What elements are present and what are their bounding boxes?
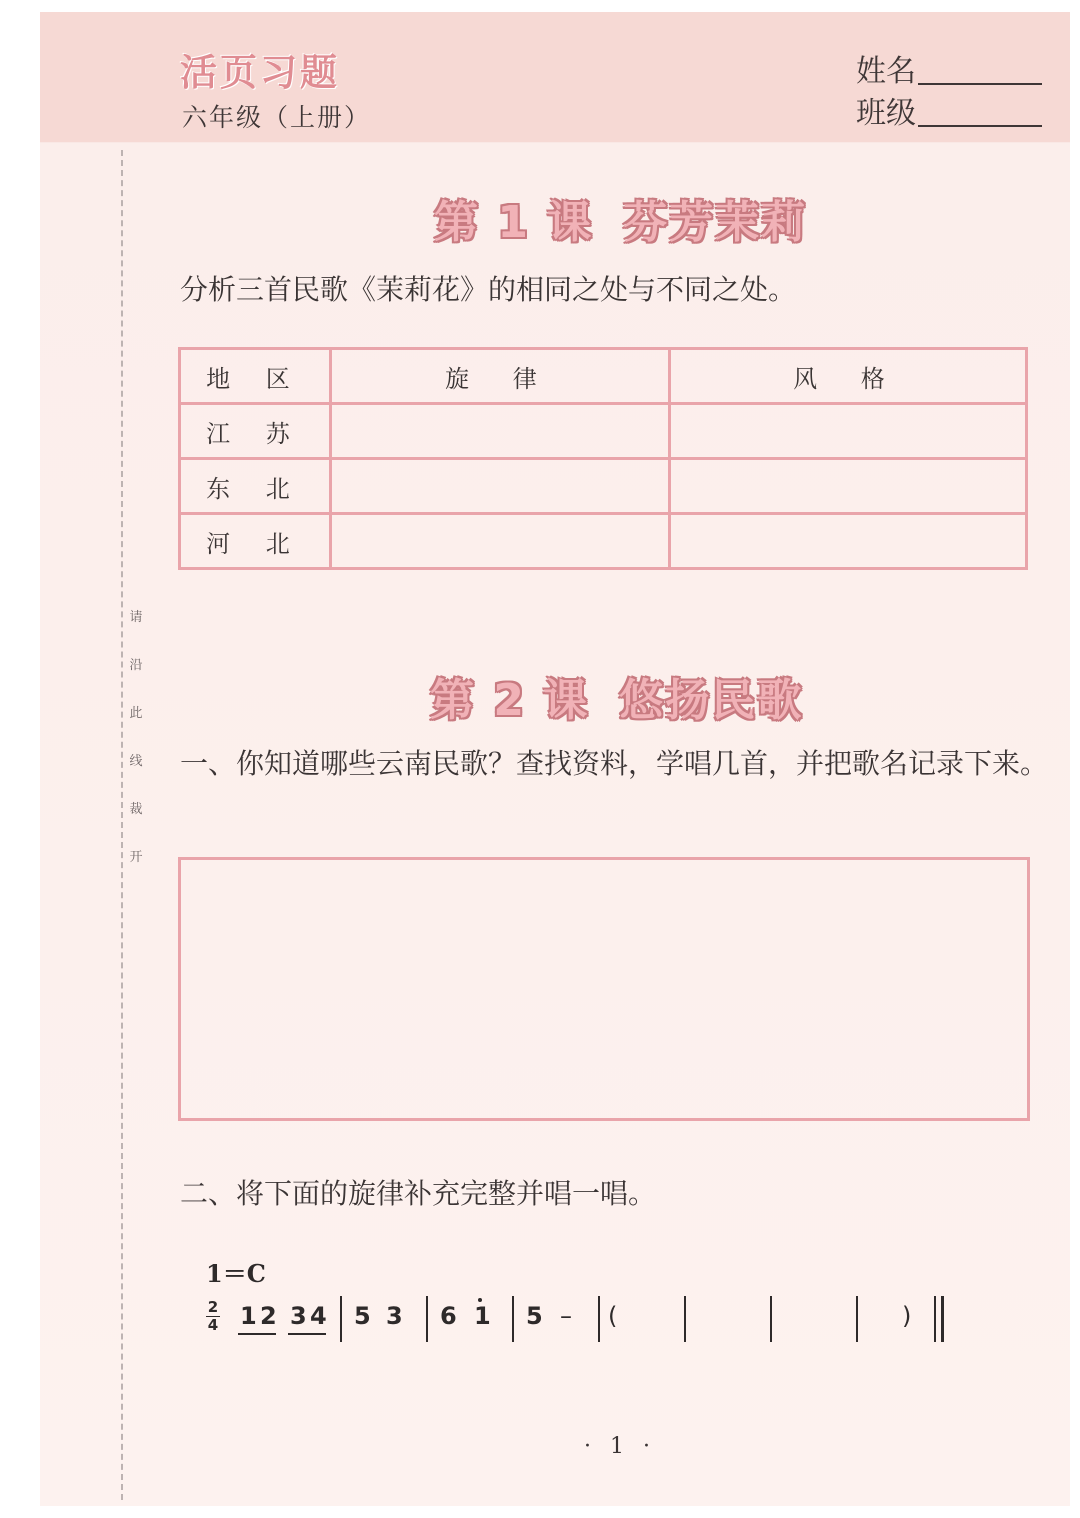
region-cell: 河 北 — [180, 514, 331, 569]
open-paren: ( — [608, 1302, 618, 1330]
note: 5 — [526, 1302, 543, 1330]
bar-line[interactable] — [856, 1296, 858, 1342]
lesson-2-question-2: 二、将下面的旋律补充完整并唱一唱。 — [180, 1177, 657, 1210]
beam-underline — [288, 1333, 326, 1335]
note: 1 — [474, 1302, 491, 1330]
note: 4 — [310, 1302, 327, 1330]
comparison-table — [178, 347, 1028, 570]
lesson-1-title: 芬芳茉莉 — [623, 197, 808, 248]
class-blank[interactable] — [918, 125, 1042, 127]
final-bar-line — [934, 1296, 936, 1342]
music-score — [200, 1296, 960, 1344]
bar-line[interactable] — [770, 1296, 772, 1342]
cut-char: 裁 — [129, 802, 143, 817]
table-row — [180, 404, 1027, 459]
close-paren: ) — [902, 1302, 912, 1330]
header-region: 地 区 — [180, 349, 331, 404]
melody-answer-cell[interactable] — [331, 404, 670, 459]
beam-underline — [238, 1333, 276, 1335]
meter-bottom: 4 — [207, 1316, 219, 1334]
lesson-2-title: 悠扬民歌 — [619, 675, 804, 726]
style-answer-cell[interactable] — [670, 459, 1027, 514]
lesson-2-heading — [430, 664, 803, 728]
bar-line — [598, 1296, 600, 1342]
lesson-1-number: 第 1 课 — [434, 197, 594, 248]
key-signature: 1＝C — [206, 1259, 266, 1288]
name-label: 姓名 — [856, 54, 916, 89]
bar-line[interactable] — [684, 1296, 686, 1342]
lesson-1-heading — [434, 186, 807, 250]
style-answer-cell[interactable] — [670, 514, 1027, 569]
dash-extension: – — [560, 1302, 572, 1330]
lesson-2-number: 第 2 课 — [430, 675, 590, 726]
grade-label: 六年级（上册） — [182, 103, 372, 132]
region-cell: 江 苏 — [180, 404, 331, 459]
class-label: 班级 — [856, 96, 916, 131]
cut-char: 请 — [129, 610, 143, 625]
cut-line — [121, 150, 123, 1500]
table-row — [180, 514, 1027, 569]
note: 1 — [240, 1302, 257, 1330]
note: 6 — [440, 1302, 457, 1330]
answer-box[interactable] — [178, 857, 1030, 1121]
header-melody: 旋 律 — [331, 349, 670, 404]
melody-answer-cell[interactable] — [331, 514, 670, 569]
meter-top: 2 — [207, 1298, 219, 1316]
name-field[interactable] — [856, 46, 1042, 90]
time-signature — [206, 1300, 220, 1333]
lesson-1-question: 分析三首民歌《茉莉花》的相同之处与不同之处。 — [180, 273, 797, 306]
name-blank[interactable] — [918, 83, 1042, 85]
lesson-2-question-1: 一、你知道哪些云南民歌？查找资料，学唱几首，并把歌名记录下来。 — [180, 747, 1049, 780]
class-field[interactable] — [856, 88, 1042, 132]
table-row — [180, 459, 1027, 514]
final-bar-line — [941, 1296, 944, 1342]
style-answer-cell[interactable] — [670, 404, 1027, 459]
brand-title: 活页习题 — [180, 51, 340, 94]
melody-answer-cell[interactable] — [331, 459, 670, 514]
note: 3 — [290, 1302, 307, 1330]
note: 2 — [260, 1302, 277, 1330]
bar-line — [512, 1296, 514, 1342]
bar-line — [340, 1296, 342, 1342]
page-number: · 1 · — [584, 1434, 656, 1459]
note: 5 — [354, 1302, 371, 1330]
high-octave-dot — [478, 1298, 482, 1302]
bar-line — [426, 1296, 428, 1342]
cut-char: 开 — [129, 850, 143, 865]
cut-line-text — [127, 594, 145, 882]
region-cell: 东 北 — [180, 459, 331, 514]
cut-char: 此 — [129, 706, 143, 721]
cut-char: 沿 — [129, 658, 143, 673]
cut-char: 线 — [129, 754, 143, 769]
table-header-row — [180, 349, 1027, 404]
header-style: 风 格 — [670, 349, 1027, 404]
note: 3 — [386, 1302, 403, 1330]
